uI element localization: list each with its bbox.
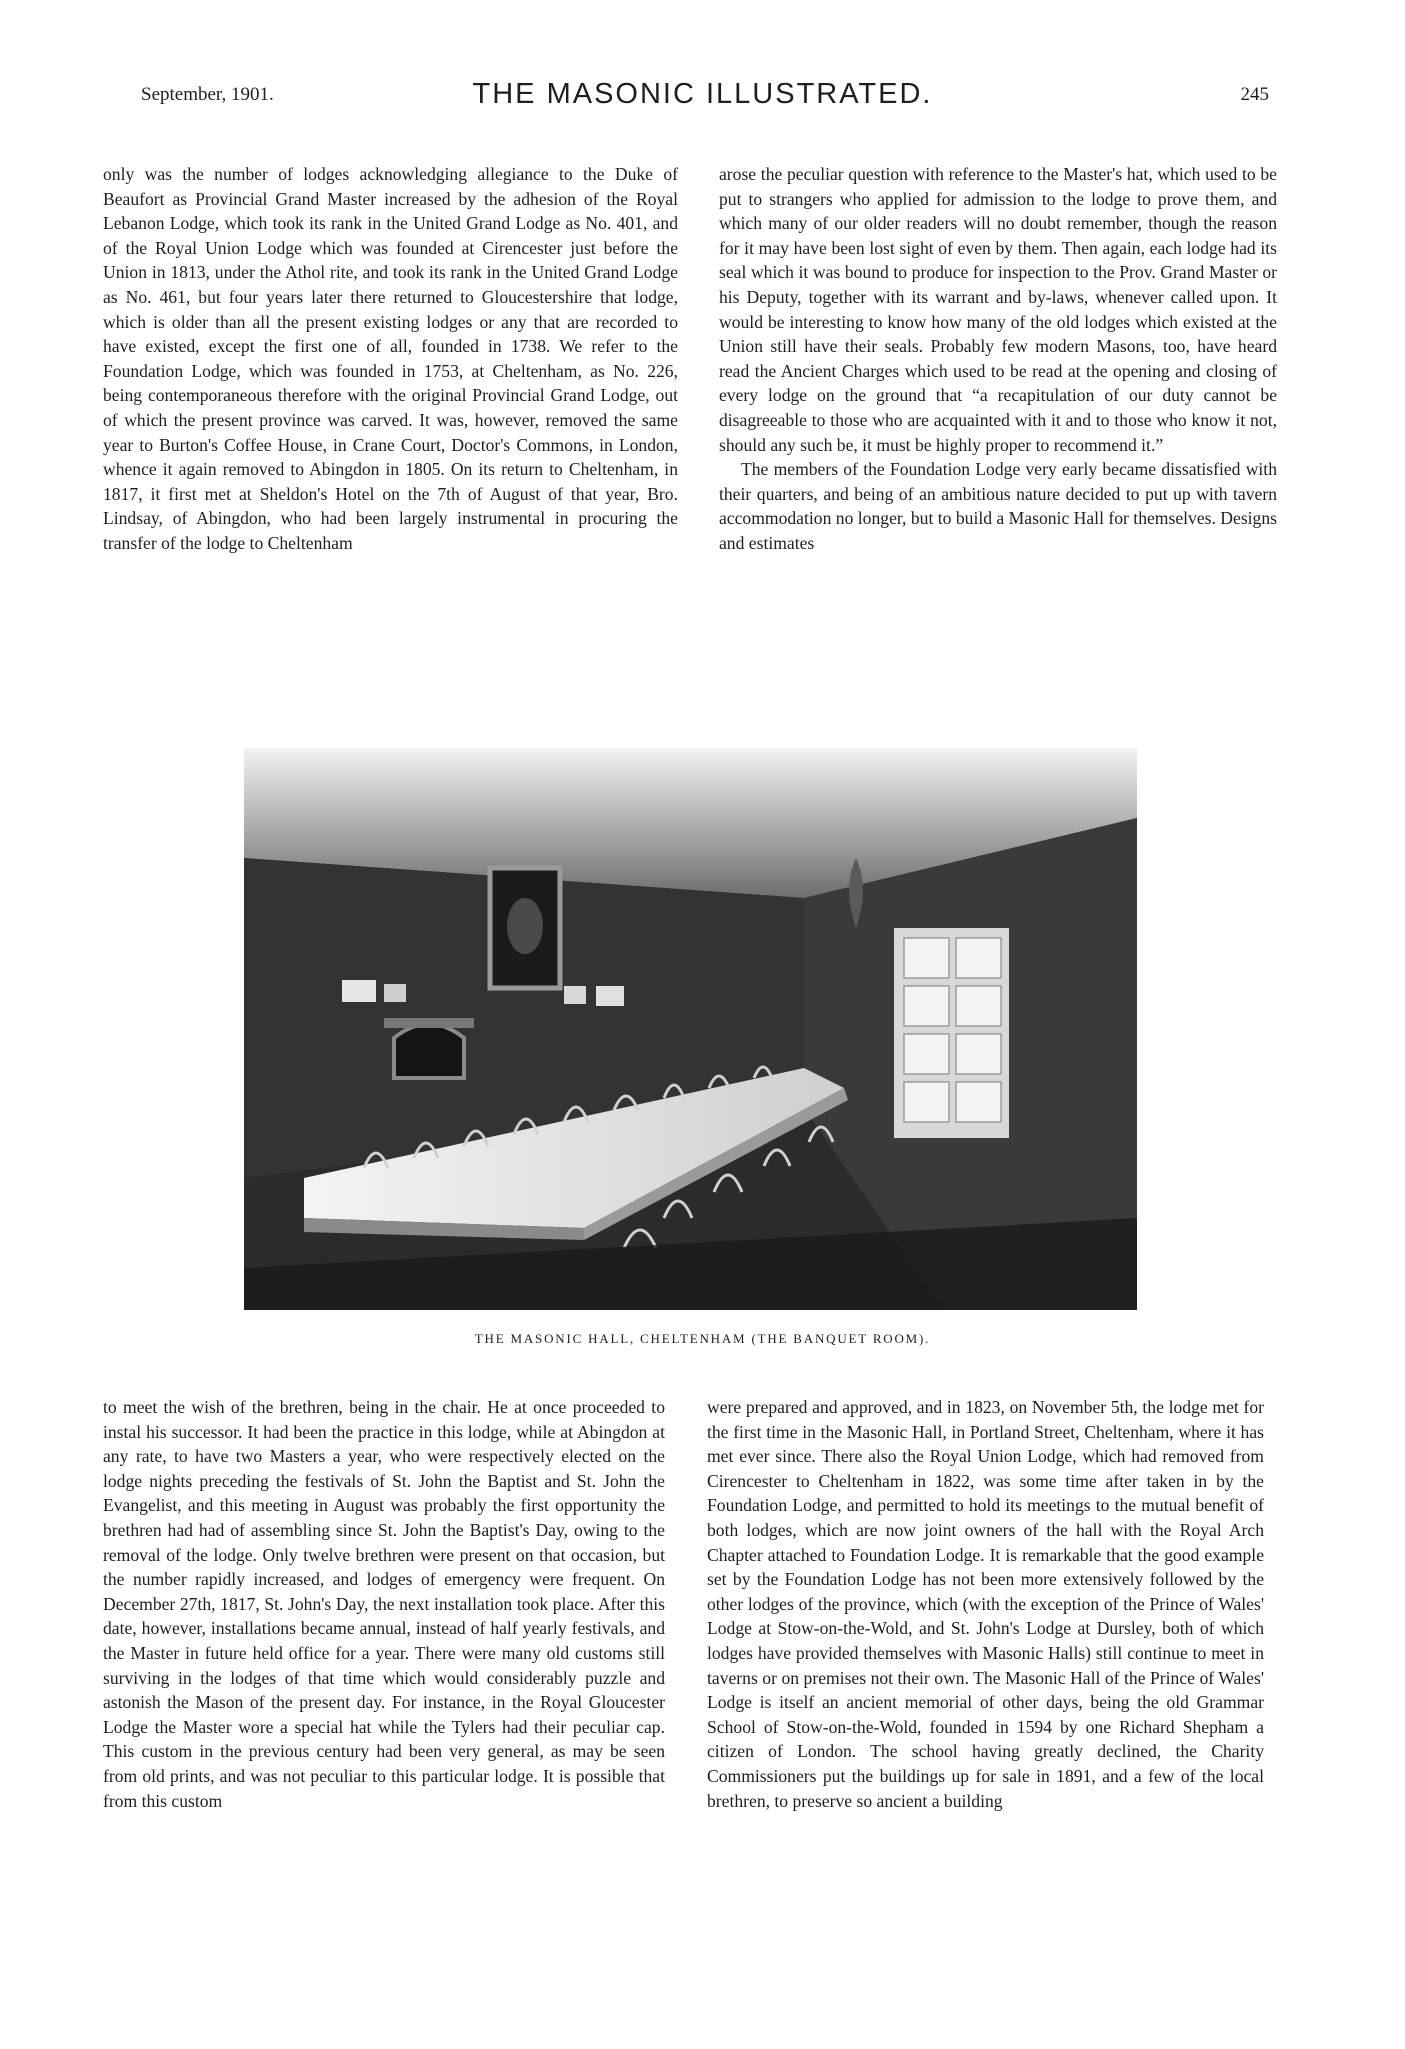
column-top-right [719, 162, 1277, 556]
paragraph: only was the number of lodges acknowledging allegiance to the Duke of Beaufort as Provincial Grand Master increased by the adhesion of the Royal Lebanon Lodge, which took its rank in the United Grand Lodge as No. 401, and of the Royal Union Lodge which was founded at Cirencester just before the Union in 1813, under the Athol rite, and took its rank in the United Grand Lodge as No. 461, but four years later there returned to Gloucestershire that lodge, which is older than all the present existing lodges or any that are recorded to have existed, except the first one of all, founded in 1738. We refer to the Foundation Lodge, which was founded in 1753, at Cheltenham, as No. 226, being contemporaneous therefore with the original Provincial Grand Lodge, out of which the present province was carved. It was, however, removed the same year to Burton's Coffee House, in Crane Court, Doctor's Commons, in London, whence it again removed to Abingdon in 1805. On its return to Cheltenham, in 1817, it first met at Sheldon's Hotel on the 7th of August of that year, Bro. Lindsay, of Abingdon, who had been largely instrumental in procuring the transfer of the lodge to Cheltenham [103, 164, 678, 553]
banquet-room-illustration [244, 748, 1137, 1310]
paragraph: were prepared and approved, and in 1823, on November 5th, the lodge met for the first time in the Masonic Hall, in Portland Street, Cheltenham, where it has met ever since. There also the Royal Union Lodge, which had removed from Cirencester to Cheltenham in 1822, was some time after taken in by the Foundation Lodge, and permitted to hold its meetings to the mutual benefit of both lodges, which are now joint owners of the hall with the Royal Arch Chapter attached to Foundation Lodge. It is remarkable that the good example set by the Foundation Lodge has not been more extensively followed by the other lodges of the province, which (with the exception of the Prince of Wales' Lodge at Stow-on-the-Wold, and St. John's Lodge at Dursley, both of which lodges have provided themselves with Masonic Halls) still continue to meet in taverns or on premises not their own. The Masonic Hall of the Prince of Wales' Lodge is itself an ancient memorial of other days, being the old Grammar School of Stow-on-the-Wold, founded in 1594 by one Richard Shepham a citizen of London. The school having greatly declined, the Charity Commissioners put the buildings up for sale in 1891, and a few of the local brethren, to preserve so ancient a building [707, 1397, 1264, 1811]
paragraph: The members of the Foundation Lodge very early became dissatisfied with their quarters, and being of an ambitious nature decided to put up with tavern accommodation no longer, but to build a Masonic Hall for themselves. Designs and estimates [719, 459, 1277, 553]
banquet-room-photo [244, 748, 1137, 1310]
page-number: 245 [1240, 84, 1269, 105]
running-header [0, 78, 1405, 118]
column-bottom-right [707, 1395, 1264, 1813]
journal-title: THE MASONIC ILLUSTRATED. [472, 78, 933, 110]
column-bottom-left [103, 1395, 665, 1813]
paragraph: to meet the wish of the brethren, being in the chair. He at once proceeded to instal his successor. It had been the practice in this lodge, while at Abingdon at any rate, to have two Masters a year, who were respectively elected on the lodge nights preceding the festivals of St. John the Baptist and St. John the Evangelist, and this meeting in August was probably the first opportunity the brethren had had of assembling since St. John the Baptist's Day, owing to the removal of the lodge. Only twelve brethren were present on that occasion, but the number rapidly increased, and lodges of emergency were frequent. On December 27th, 1817, St. John's Day, the next installation took place. After this date, however, installations became annual, instead of half yearly festivals, and the Master in future held office for a year. There were many old customs still surviving in the lodges of that time which would considerably puzzle and astonish the Mason of the present day. For instance, in the Royal Gloucester Lodge the Master wore a special hat while the Tylers had their peculiar cap. This custom in the previous century had been very general, as may be seen from old prints, and was not peculiar to this particular lodge. It is possible that from this custom [103, 1397, 665, 1811]
paragraph: arose the peculiar question with reference to the Master's hat, which used to be put to strangers who applied for admission to the lodge to prove them, and which many of our older readers will no doubt remember, though the reason for it may have been lost sight of even by them. Then again, each lodge had its seal which it was bound to produce for inspection to the Prov. Grand Master or his Deputy, together with its warrant and by-laws, whenever called upon. It would be interesting to know how many of the old lodges which existed at the Union still have their seals. Probably few modern Masons, too, have heard read the Ancient Charges which used to be read at the opening and closing of every lodge on the ground that “a recapitulation of our duty cannot be disagreeable to those who are acquainted with it and to those who know it not, should any such be, it must be highly proper to recommend it.” [719, 164, 1277, 455]
column-top-left [103, 162, 678, 556]
issue-date: September, 1901. [141, 84, 274, 105]
photo-caption: THE MASONIC HALL, CHELTENHAM (THE BANQUET ROOM). [474, 1331, 931, 1346]
